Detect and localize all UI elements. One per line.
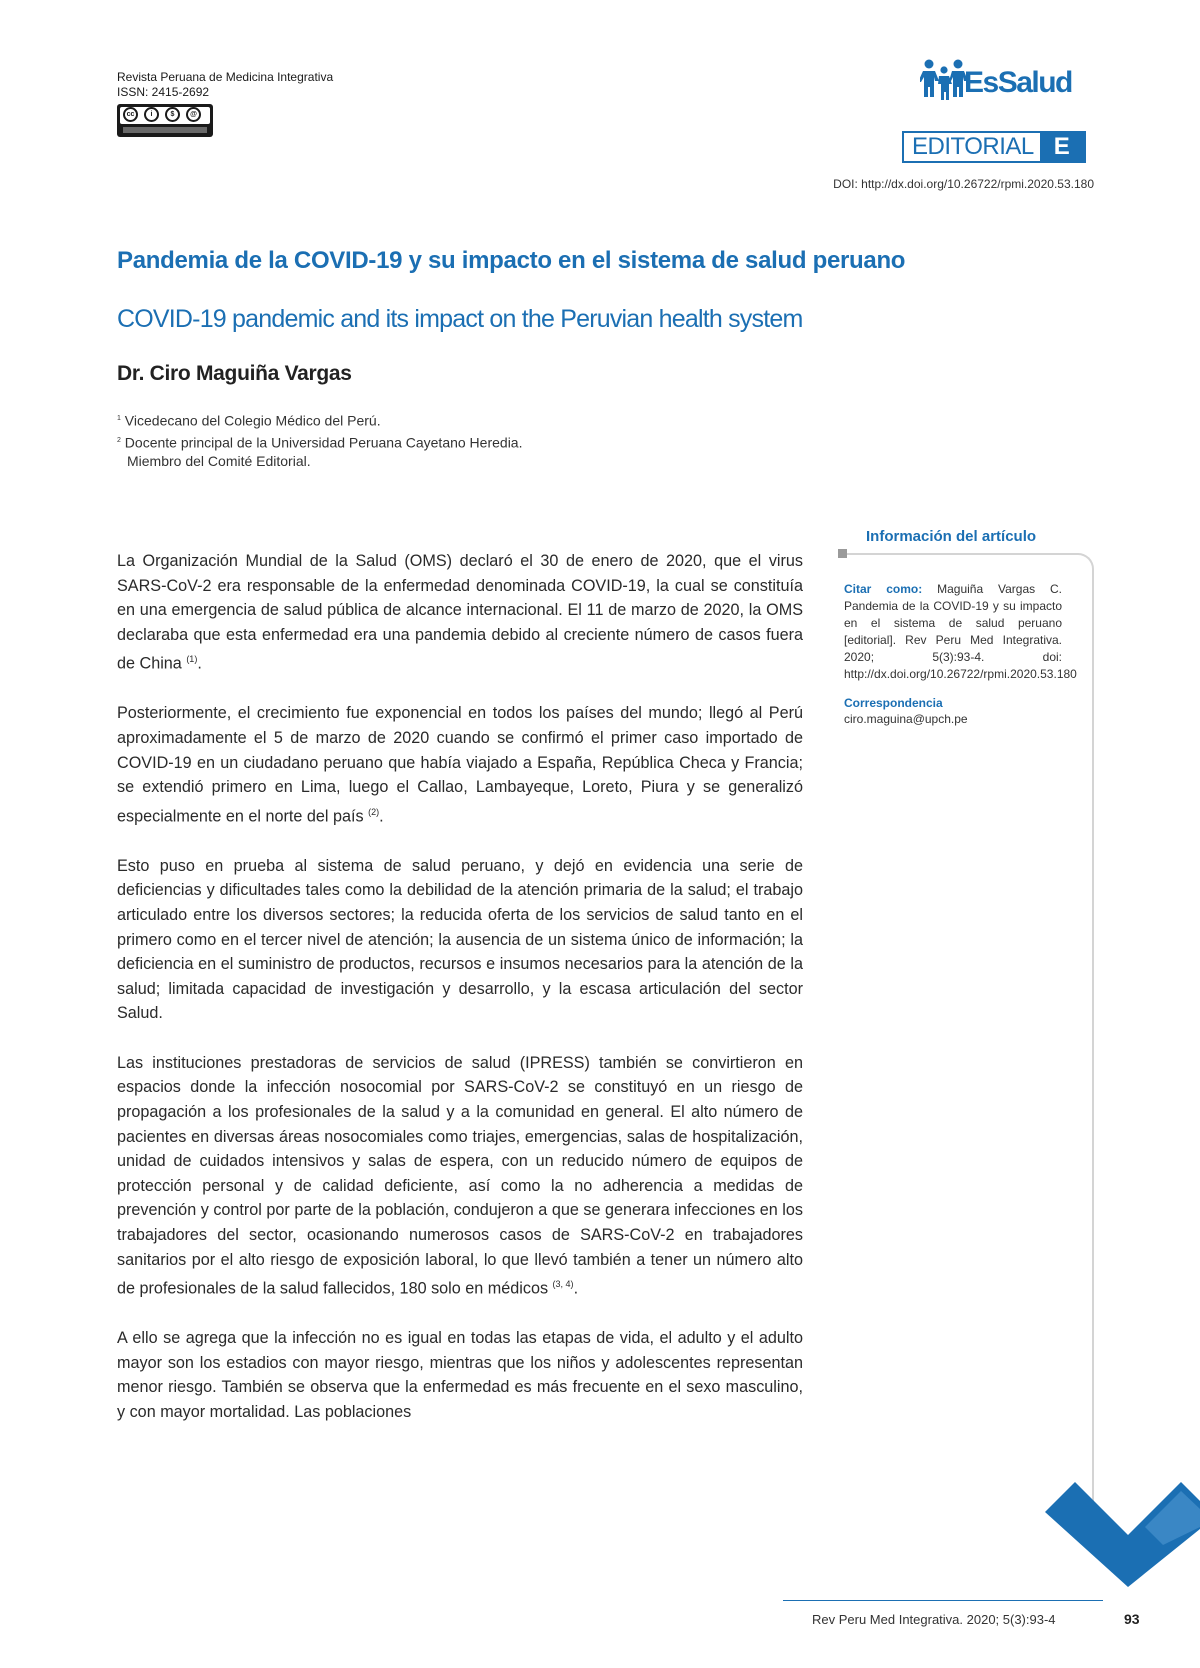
sa-circle-icon: @	[186, 107, 201, 122]
cc-circle-icon: cc	[123, 107, 138, 122]
cite-label: Citar como:	[844, 582, 923, 596]
correspondence-label: Correspondencia	[844, 696, 943, 710]
section-label: EDITORIAL	[912, 133, 1034, 160]
article-info-heading: Información del artículo	[866, 528, 1037, 545]
chevron-decoration-icon	[1045, 1467, 1200, 1587]
journal-header	[117, 70, 333, 100]
issn: ISSN: 2415-2692	[117, 85, 210, 99]
section-badge	[902, 131, 1086, 163]
correspondence-email[interactable]: ciro.maguina@upch.pe	[844, 712, 968, 726]
essalud-logo	[920, 58, 1094, 108]
title-spanish: Pandemia de la COVID-19 y su impacto en el sistema de salud peruano	[117, 247, 906, 274]
article-body	[117, 549, 803, 1450]
paragraph-4: Las instituciones prestadoras de servicios de salud (IPRESS) también se convirtieron en espacios donde la infección nosocomial por SARS-CoV-2 se constituyó en un riesgo de propagación a los profesionales de la salud y a la comunidad en general. El alto número de pacientes en diversas áreas nosocomiales como triajes, emergencias, salas de hospitalización, unidad de cuidados intensivos y salas de espera, con un reducido número de equipos de protección personal y de calidad deficiente, así como la no adherencia a medidas de prevención y control por parte de la población, condujeron a que se generara infecciones en los trabajadores del sector, ocasionando numerosos casos de SARS-CoV-2 en trabajadores sanitarios por el alto riesgo de exposición laboral, lo que llevó también a tener un número alto de profesionales de la salud fallecidos, 180 solo en médicos $^{(3, 4)}$.	[117, 1053, 803, 1298]
citation-block	[844, 581, 1077, 683]
affiliations	[117, 409, 522, 471]
square-marker-icon	[838, 549, 847, 558]
footer-divider	[783, 1600, 1103, 1601]
author-name: Dr. Ciro Maguiña Vargas	[117, 362, 352, 385]
footer-citation: Rev Peru Med Integrativa. 2020; 5(3):93-4	[812, 1612, 1056, 1627]
cite-text: Maguiña Vargas C. Pandemia de la COVID-19 y su impacto en el sistema de salud peruano [editorial]. Rev Peru Med Integrativa. 2020; 5(3):93-4. doi: http://dx.doi.org/10.26722/rpmi.2020.53.180	[844, 582, 1077, 681]
affiliation-1: $^1$ Vicedecano del Colegio Médico del Perú.	[117, 412, 381, 429]
page-number: 93	[1124, 1611, 1140, 1627]
logo-text: EsSalud	[964, 66, 1072, 99]
affiliation-extra: Miembro del Comité Editorial.	[127, 453, 311, 470]
reference-1[interactable]: (1)	[186, 654, 198, 665]
reference-2[interactable]: (2)	[368, 806, 380, 817]
paragraph-1: La Organización Mundial de la Salud (OMS) declaró el 30 de enero de 2020, que el virus SARS-CoV-2 era responsable de la enfermedad denominada COVID-19, la cual se constituía en una emergencia de salud pública de alcance internacional. El 11 de marzo de 2020, la OMS declaraba que esta enfermedad era una pandemia debido al creciente número de casos fuera de China $^{(1)}$.	[117, 552, 803, 673]
paragraph-3: Esto puso en prueba al sistema de salud peruano, y dejó en evidencia una serie de deficiencias y dificultades tales como la debilidad de la atención primaria de la salud; el trabajo articulado entre los diversos sectores; la reducida oferta de los servicios de salud tanto en el primero como en el tercer nivel de atención; la ausencia de un sistema único de información; la deficiencia en el suministro de productos, recursos e insumos necesarios para la atención de la salud; limitada capacidad de investigación y desarrollo, y la escasa articulación del sector Salud.	[117, 856, 803, 1023]
paragraph-2: Posteriormente, el crecimiento fue exponencial en todos los países del mundo; llegó al Perú aproximadamente el 5 de marzo de 2020 cuando se confirmó el primer caso importado de COVID-19 en un ciudadano peruano que había viajado a España, República Checa y Francia; se extendió primero en Lima, luego el Callao, Lambayeque, Loreto, Piura y se generalizó especialmente en el norte del país $^{(2)}$.	[117, 704, 803, 826]
journal-name: Revista Peruana de Medicina Integrativa	[117, 70, 334, 84]
title-english: COVID-19 pandemic and its impact on the Peruvian health system	[117, 305, 803, 333]
nc-circle-icon: $	[165, 107, 180, 122]
doi-link[interactable]: DOI: http://dx.doi.org/10.26722/rpmi.2020.53.180	[833, 177, 1094, 191]
family-figures-icon	[920, 58, 968, 102]
by-circle-icon: i	[144, 107, 159, 122]
section-letter: E	[1040, 133, 1084, 161]
affiliation-2: $^2$ Docente principal de la Universidad Peruana Cayetano Heredia.	[117, 434, 523, 451]
reference-3-4[interactable]: (3, 4)	[552, 1279, 574, 1290]
creative-commons-by-nc-sa-icon[interactable]	[117, 104, 213, 137]
paragraph-5: A ello se agrega que la infección no es igual en todas las etapas de vida, el adulto y el adulto mayor son los estadios con mayor riesgo, mientras que los niños y adolescentes representan menor riesgo. También se observa que la enfermedad es más frecuente en el sexo masculino, y con mayor mortalidad. Las poblaciones	[117, 1329, 803, 1421]
